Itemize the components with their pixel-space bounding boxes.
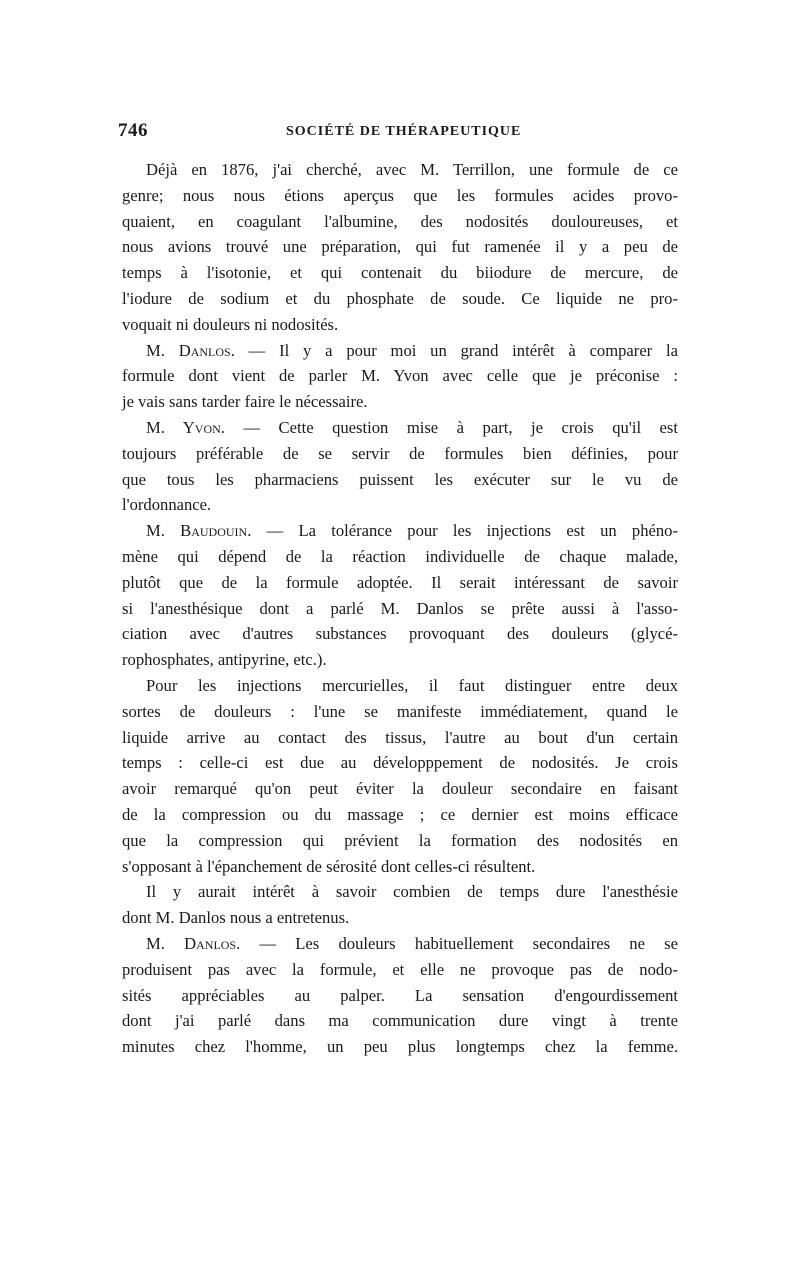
text-line xyxy=(122,209,678,235)
text-line xyxy=(122,1034,678,1060)
line-text: genre; nous nous étions aperçus que les formules acides provo- xyxy=(122,185,678,205)
line-text: l'iodure de sodium et du phosphate de soude. Ce liquide ne pro- xyxy=(122,288,678,308)
line-text: temps : celle-ci est due au développpement de nodosités. Je crois xyxy=(122,753,678,773)
text-line xyxy=(122,492,678,518)
speaker-name: M. Yvon. xyxy=(146,417,225,437)
text-line xyxy=(122,544,678,570)
line-text: dont M. Danlos nous a entretenus. xyxy=(122,908,350,928)
text-line xyxy=(122,725,678,751)
line-text: ciation avec d'autres substances provoquant des douleurs (glycé- xyxy=(122,624,678,644)
line-text: sortes de douleurs : l'une se manifeste immédiatement, quand le xyxy=(122,701,678,721)
text-line xyxy=(122,312,678,338)
line-text: avoir remarqué qu'on peut éviter la douleur secondaire en faisant xyxy=(122,779,678,799)
line-text: l'ordonnance. xyxy=(122,495,212,515)
text-line xyxy=(122,931,678,957)
text-line xyxy=(122,338,678,364)
body-text xyxy=(122,157,678,1060)
line-text: voquait ni douleurs ni nodosités. xyxy=(122,314,339,334)
line-text: dont j'ai parlé dans ma communication dure vingt à trente xyxy=(122,1011,678,1031)
speaker-name: M. Danlos. xyxy=(146,340,235,360)
text-line xyxy=(122,750,678,776)
text-line xyxy=(122,879,678,905)
line-text: formule dont vient de parler M. Yvon avec celle que je préconise : xyxy=(122,366,678,386)
text-line xyxy=(122,621,678,647)
line-text: toujours préférable de se servir de formules bien définies, pour xyxy=(122,443,678,463)
text-line xyxy=(122,1008,678,1034)
line-text: — Il y a pour moi un grand intérêt à comparer la xyxy=(234,340,679,360)
line-text: produisent pas avec la formule, et elle ne provoque pas de nodo- xyxy=(122,959,678,979)
text-line xyxy=(122,802,678,828)
line-text: je vais sans tarder faire le nécessaire. xyxy=(122,392,368,412)
line-text: nous avions trouvé une préparation, qui fut ramenée il y a peu de xyxy=(122,237,678,257)
running-head: SOCIÉTÉ DE THÉRAPEUTIQUE xyxy=(286,124,522,139)
text-line xyxy=(122,389,678,415)
line-text: plutôt que de la formule adoptée. Il serait intéressant de savoir xyxy=(122,572,678,592)
text-line xyxy=(122,570,678,596)
line-text: de la compression ou du massage ; ce dernier est moins efficace xyxy=(122,804,678,824)
speaker-name: M. Baudouin. xyxy=(146,521,252,541)
line-text: — La tolérance pour les injections est un phéno- xyxy=(251,521,678,541)
line-text: — Les douleurs habituellement secondaires ne se xyxy=(240,933,679,953)
page-number: 746 xyxy=(118,120,148,141)
line-text: minutes chez l'homme, un peu plus longtemps chez la femme. xyxy=(122,1037,678,1057)
line-text: Déjà en 1876, j'ai cherché, avec M. Terrillon, une formule de ce xyxy=(146,160,678,179)
text-line xyxy=(122,441,678,467)
text-line xyxy=(122,183,678,209)
line-text: s'opposant à l'épanchement de sérosité dont celles-ci résultent. xyxy=(122,856,536,876)
text-line xyxy=(122,699,678,725)
text-line xyxy=(122,854,678,880)
text-line xyxy=(122,518,678,544)
line-text: que tous les pharmaciens puissent les exécuter sur le vu de xyxy=(122,469,678,489)
speaker-name: M. Danlos. xyxy=(146,933,241,953)
page-header xyxy=(118,120,678,148)
text-line xyxy=(122,647,678,673)
line-text: liquide arrive au contact des tissus, l'autre au bout d'un certain xyxy=(122,727,678,747)
text-line xyxy=(122,596,678,622)
text-line xyxy=(122,363,678,389)
line-text: sités appréciables au palper. La sensation d'engourdissement xyxy=(122,985,678,1005)
line-text: Pour les injections mercurielles, il faut distinguer entre deux xyxy=(146,675,678,695)
text-line xyxy=(122,286,678,312)
text-line xyxy=(122,673,678,699)
line-text: rophosphates, antipyrine, etc.). xyxy=(122,650,327,670)
line-text: que la compression qui prévient la formation des nodosités en xyxy=(122,830,678,850)
line-text: — Cette question mise à part, je crois qu'il est xyxy=(224,417,678,437)
line-text: mène qui dépend de la réaction individuelle de chaque malade, xyxy=(122,546,678,566)
text-line xyxy=(122,415,678,441)
text-line xyxy=(122,957,678,983)
line-text: temps à l'isotonie, et qui contenait du biiodure de mercure, de xyxy=(122,263,678,283)
text-line xyxy=(122,905,678,931)
text-line xyxy=(122,234,678,260)
text-line xyxy=(122,776,678,802)
line-text: quaient, en coagulant l'albumine, des nodosités douloureuses, et xyxy=(122,211,678,231)
line-text: si l'anesthésique dont a parlé M. Danlos se prête aussi à l'asso- xyxy=(122,598,678,618)
text-line xyxy=(122,983,678,1009)
text-line xyxy=(122,467,678,493)
text-line xyxy=(122,828,678,854)
text-line xyxy=(122,157,678,183)
text-line xyxy=(122,260,678,286)
line-text: Il y aurait intérêt à savoir combien de temps dure l'anesthésie xyxy=(146,882,678,902)
